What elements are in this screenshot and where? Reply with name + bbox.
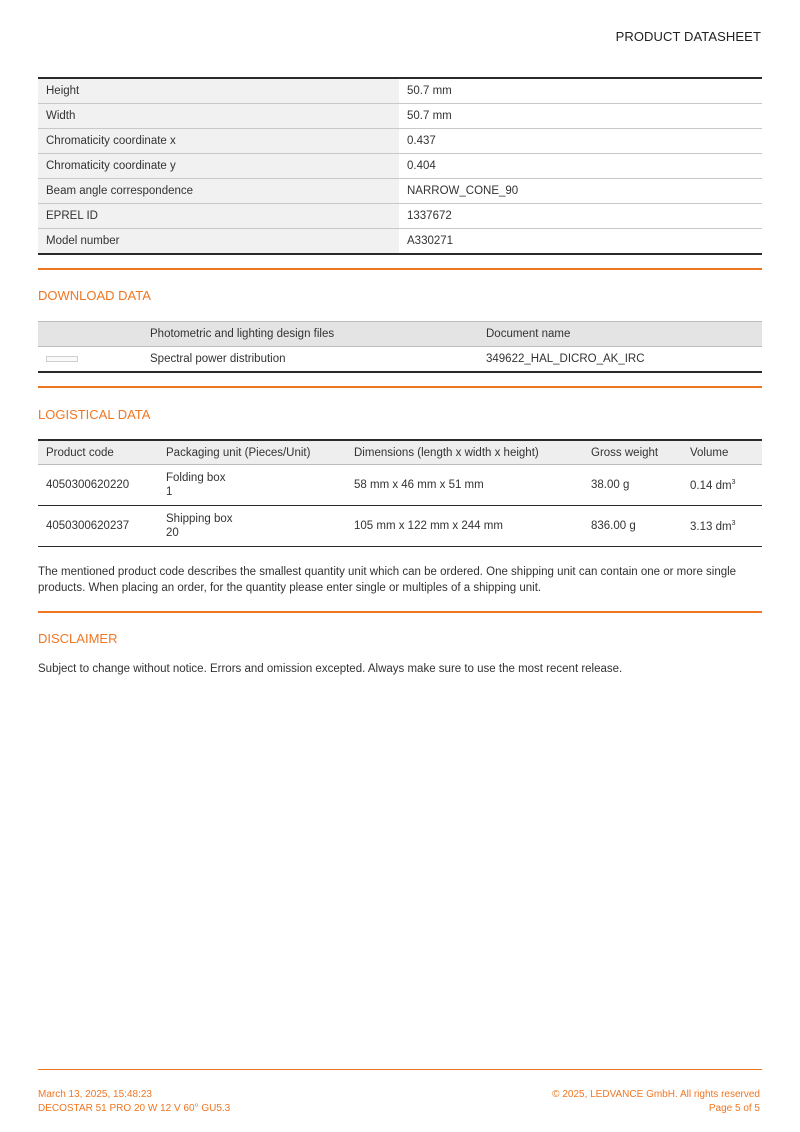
section-divider	[38, 268, 762, 270]
volume-value: 0.14 dm	[690, 479, 732, 492]
table-row	[38, 465, 762, 506]
packaging-unit-header: Packaging unit (Pieces/Unit)	[158, 440, 346, 465]
logistics-section-title: LOGISTICAL DATA	[38, 407, 151, 422]
table-row	[38, 506, 762, 547]
logistics-table	[38, 439, 762, 547]
document-title: PRODUCT DATASHEET	[615, 29, 761, 44]
property-value: 1337672	[399, 204, 762, 229]
volume-header: Volume	[682, 440, 762, 465]
footer-divider	[38, 1069, 762, 1070]
file-thumbnail[interactable]	[38, 347, 142, 373]
table-row	[38, 204, 762, 229]
product-code: 4050300620237	[38, 506, 158, 547]
packaging-type: Folding box	[166, 472, 226, 484]
property-value: 50.7 mm	[399, 78, 762, 104]
property-value: NARROW_CONE_90	[399, 179, 762, 204]
gross-weight-header: Gross weight	[583, 440, 682, 465]
file-name[interactable]: Spectral power distribution	[142, 347, 478, 373]
product-properties-table	[38, 77, 762, 255]
volume	[682, 465, 762, 506]
download-table	[38, 321, 762, 373]
product-code: 4050300620220	[38, 465, 158, 506]
table-row[interactable]	[38, 347, 762, 373]
property-label: Height	[38, 78, 399, 104]
document-name[interactable]: 349622_HAL_DICRO_AK_IRC	[478, 347, 762, 373]
footer-page-number: Page 5 of 5	[708, 1103, 760, 1114]
table-row	[38, 129, 762, 154]
gross-weight: 836.00 g	[583, 506, 682, 547]
packaging-unit	[158, 465, 346, 506]
section-divider	[38, 386, 762, 388]
packaging-type: Shipping box	[166, 513, 233, 525]
property-value: 50.7 mm	[399, 104, 762, 129]
property-value: 0.437	[399, 129, 762, 154]
table-row	[38, 104, 762, 129]
property-value: A330271	[399, 229, 762, 255]
files-column-header: Photometric and lighting design files	[142, 322, 478, 347]
dimensions: 58 mm x 46 mm x 51 mm	[346, 465, 583, 506]
property-label: Model number	[38, 229, 399, 255]
download-section-title: DOWNLOAD DATA	[38, 288, 151, 303]
volume-value: 3.13 dm	[690, 520, 732, 533]
table-row	[38, 154, 762, 179]
logistics-note: The mentioned product code describes the smallest quantity unit which can be ordered. One shipping unit can contain one or more single products. When placing an order, for the quantity please enter single or multiples of a shipping unit.	[38, 566, 737, 594]
product-code-header: Product code	[38, 440, 158, 465]
property-label: Beam angle correspondence	[38, 179, 399, 204]
property-value: 0.404	[399, 154, 762, 179]
disclaimer-section-title: DISCLAIMER	[38, 631, 118, 646]
packaging-unit	[158, 506, 346, 547]
property-label: Chromaticity coordinate y	[38, 154, 399, 179]
file-thumbnail-icon	[46, 356, 78, 362]
document-column-header: Document name	[478, 322, 762, 347]
thumbnail-column-header	[38, 322, 142, 347]
table-header-row	[38, 440, 762, 465]
dimensions: 105 mm x 122 mm x 244 mm	[346, 506, 583, 547]
table-row	[38, 229, 762, 255]
section-divider	[38, 611, 762, 613]
footer-copyright: © 2025, LEDVANCE GmbH. All rights reserved	[552, 1089, 760, 1100]
volume-unit-exponent: 3	[731, 478, 736, 486]
volume-unit-exponent: 3	[731, 519, 736, 527]
property-label: Width	[38, 104, 399, 129]
footer-product-name: DECOSTAR 51 PRO 20 W 12 V 60° GU5.3	[38, 1103, 231, 1114]
property-label: EPREL ID	[38, 204, 399, 229]
volume	[682, 506, 762, 547]
pieces-per-unit: 1	[166, 486, 173, 498]
table-header-row	[38, 322, 762, 347]
dimensions-header: Dimensions (length x width x height)	[346, 440, 583, 465]
table-row	[38, 78, 762, 104]
footer-date: March 13, 2025, 15:48:23	[38, 1089, 152, 1100]
gross-weight: 38.00 g	[583, 465, 682, 506]
table-row	[38, 179, 762, 204]
property-label: Chromaticity coordinate x	[38, 129, 399, 154]
pieces-per-unit: 20	[166, 527, 179, 539]
disclaimer-text: Subject to change without notice. Errors and omission excepted. Always make sure to use the most recent release.	[38, 663, 623, 675]
